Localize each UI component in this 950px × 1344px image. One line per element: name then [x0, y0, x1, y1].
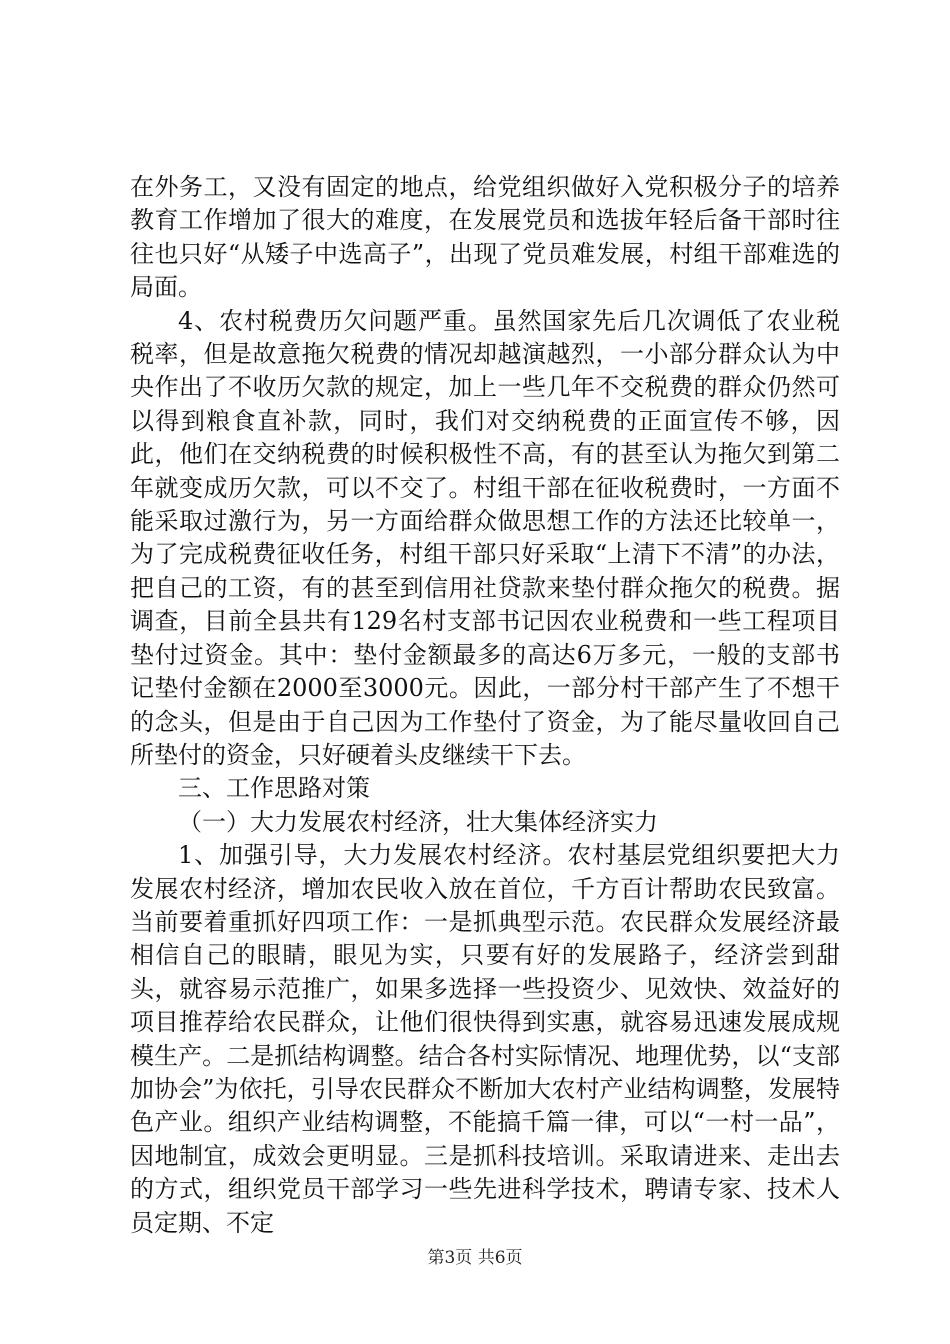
paragraph-guidance: 1、加强引导，大力发展农村经济。农村基层党组织要把大力发展农村经济，增加农民收入放在首位，千方百计帮助农民致富。当前要着重抓好四项工作：一是抓典型示范。农民群众发展经济最相信自己的眼睛，眼见为实，只要有好的发展路子，经济尝到甜头，就容易示范推广，如果多选择一些投资少、见效快、效益好的项目推荐给农民群众，让他们很快得到实惠，就容易迅速发展成规模生产。二是抓结构调整。结合各村实际情况、地理优势，以“支部加协会”为依托，引导农民群众不断加大农村产业结构调整，发展特色产业。组织产业结构调整，不能搞千篇一律，可以“一村一品”，因地制宜，成效会更明显。三是抓科技培训。采取请进来、走出去的方式，组织党员干部学习一些先进科学技术，聘请专家、技术人员定期、不定 — [130, 841, 840, 1237]
paragraph-continuation: 在外务工，又没有固定的地点，给党组织做好入党积极分子的培养教育工作增加了很大的难度，在发展党员和选拔年轻后备干部时往往也只好“从矮子中选高子”，出现了党员难发展，村组干部难选的局面。 — [130, 173, 840, 302]
section-heading-strategy: 三、工作思路对策 — [178, 774, 370, 803]
paragraph-tax-arrears: 4、农村税费历欠问题严重。虽然国家先后几次调低了农业税税率，但是故意拖欠税费的情况却越演越烈，一小部分群众认为中央作出了不收历欠款的规定，加上一些几年不交税费的群众仍然可以得到粮食直补款，同时，我们对交纳税费的正面宣传不够，因此，他们在交纳税费的时候积极性不高，有的甚至认为拖欠到第二年就变成历欠款，可以不交了。村组干部在征收税费时，一方面不能采取过激行为，另一方面给群众做思想工作的方法还比较单一，为了完成税费征收任务，村组干部只好采取“上清下不清”的办法，把自己的工资，有的甚至到信用社贷款来垫付群众拖欠的税费。据调查，目前全县共有129名村支部书记因农业税费和一些工程项目垫付过资金。其中：垫付金额最多的高达6万多元，一般的支部书记垫付金额在2000至3000元。因此，一部分村干部产生了不想干的念头，但是由于自己因为工作垫付了资金，为了能尽量收回自己所垫付的资金，只好硬着头皮继续干下去。 — [130, 306, 840, 769]
page-number-footer: 第3页 共6页 — [427, 1248, 523, 1268]
document-body — [130, 171, 840, 1240]
subsection-heading-economy: （一）大力发展农村经济，壮大集体经济实力 — [178, 807, 658, 836]
